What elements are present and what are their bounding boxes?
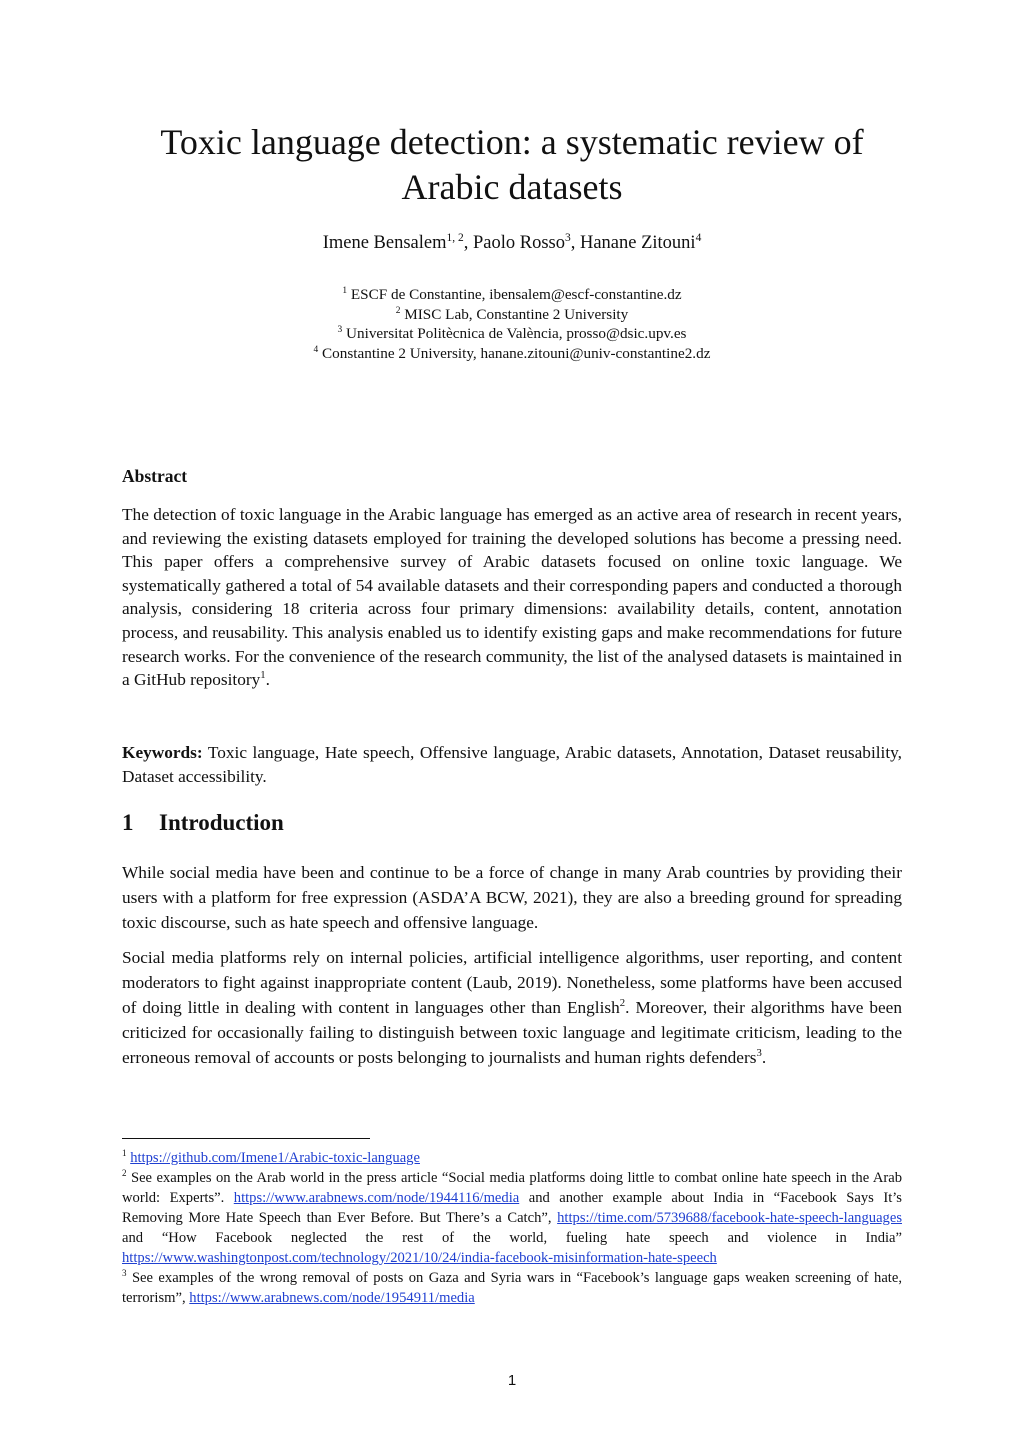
footnote-number: 2 <box>122 1168 127 1179</box>
footnote-number: 1 <box>122 1148 127 1159</box>
footnote-ref[interactable]: 1 <box>260 669 266 682</box>
affiliation-number: 4 <box>313 344 319 355</box>
footnote-link[interactable]: https://github.com/Imene1/Arabic-toxic-language <box>130 1150 420 1166</box>
affiliation <box>122 305 902 325</box>
author-list <box>122 229 902 257</box>
affiliation-number: 1 <box>342 285 348 296</box>
author-separator: , <box>570 233 580 253</box>
affiliation <box>122 324 902 344</box>
affiliation-text: Universitat Politècnica de València, prosso@dsic.upv.es <box>346 325 687 342</box>
paragraph-text: . <box>761 1048 767 1067</box>
author-separator: , <box>463 233 473 253</box>
author-affiliation-sup: 3 <box>564 231 571 244</box>
footnote-link[interactable]: https://www.washingtonpost.com/technology/2021/10/24/india-facebook-misinformation-hate-speech <box>122 1250 717 1266</box>
footnote-number: 3 <box>122 1268 127 1279</box>
title-line-2: Arabic datasets <box>401 167 623 207</box>
author-affiliation-sup: 4 <box>695 231 702 244</box>
footnote-ref[interactable]: 3 <box>756 1047 762 1060</box>
affiliation <box>122 285 902 305</box>
introduction-paragraph: While social media have been and continue to be a force of change in many Arab countries by providing their users with a platform for free expression (ASDA’A BCW, 2021), they are also a breeding ground for spreading toxic discourse, such as hate speech and offensive language. <box>122 863 902 932</box>
keywords-text: Toxic language, Hate speech, Offensive language, Arabic datasets, Annotation, Dataset reusability, Dataset accessibility. <box>122 743 902 786</box>
paragraph-text: Social media platforms rely on internal policies, artificial intelligence algorithms, user reporting, and content moderators to fight against inappropriate content (Laub, 2019). Nonetheless, some platforms have been accused of doing little in dealing with content in languages other than English <box>122 948 902 1017</box>
footnote-text: See examples on the Arab world in the press article “Social media platforms doing little to combat online hate speech in the Arab world: Experts”. <box>122 1170 902 1206</box>
affiliation <box>122 344 902 364</box>
section-number: 1 <box>122 810 134 835</box>
affiliation-text: Constantine 2 University, hanane.zitouni@univ-constantine2.dz <box>322 344 711 362</box>
author-name: Paolo Rosso <box>472 233 565 253</box>
footnote-text: and “How Facebook neglected the rest of the world, fueling hate speech and violence in India” <box>122 1230 902 1246</box>
footnote-link[interactable]: https://www.arabnews.com/node/1954911/media <box>189 1290 475 1306</box>
keywords-label: Keywords: <box>122 743 203 762</box>
author-affiliation-sup: 1, 2 <box>446 231 464 244</box>
affiliation-text: MISC Lab, Constantine 2 University <box>404 305 629 323</box>
footnote <box>122 1268 902 1308</box>
introduction-paragraph <box>122 945 902 1070</box>
footnote-text: See examples of the wrong removal of posts on Gaza and Syria wars in “Facebook’s language gaps weaken screening of hate, terrorism”, <box>122 1270 902 1306</box>
footnote-list <box>122 1148 902 1308</box>
footnote <box>122 1168 902 1268</box>
abstract-heading: Abstract <box>122 466 188 486</box>
author-name: Imene Bensalem <box>322 233 447 253</box>
section-heading-introduction <box>122 810 284 836</box>
author-name: Hanane Zitouni <box>579 233 696 253</box>
affiliation-list <box>122 285 902 363</box>
abstract-end: . <box>265 670 270 690</box>
footnote <box>122 1148 902 1168</box>
section-title: Introduction <box>159 810 284 835</box>
footnote-divider <box>122 1138 370 1139</box>
keywords <box>122 741 902 788</box>
page-number: 1 <box>507 1372 517 1389</box>
affiliation-text: ESCF de Constantine, ibensalem@escf-constantine.dz <box>350 286 682 303</box>
footnote-link[interactable]: https://time.com/5739688/facebook-hate-speech-languages <box>557 1210 902 1226</box>
footnote-text: and another example about India in “Facebook Says It’s Removing More Hate Speech than Ever Before. But There’s a Catch”, <box>122 1190 902 1226</box>
abstract-body <box>122 503 902 692</box>
paper-title <box>122 120 902 210</box>
footnote-ref[interactable]: 2 <box>619 997 626 1010</box>
abstract-text: The detection of toxic language in the Arabic language has emerged as an active area of research in recent years, and reviewing the existing datasets employed for training the developed solutions has become a pressing need. This paper offers a comprehensive survey of Arabic datasets focused on online toxic language. We systematically gathered a total of 54 available datasets and their corresponding papers and conducted a thorough analysis, considering 18 criteria across four primary dimensions: availability details, content, annotation process, and reusability. This analysis enabled us to identify existing gaps and make recommendations for future research works. For the convenience of the research community, the list of the analysed datasets is maintained in a GitHub repository <box>122 505 902 690</box>
affiliation-number: 3 <box>337 324 343 335</box>
paragraph-text: . Moreover, their algorithms have been criticized for occasionally failing to distinguish between toxic language and legitimate criticism, leading to the erroneous removal of accounts or posts belonging to journalists and human rights defenders <box>122 998 902 1067</box>
title-line-1: Toxic language detection: a systematic review of <box>160 122 864 162</box>
affiliation-number: 2 <box>395 305 401 316</box>
footnote-link[interactable]: https://www.arabnews.com/node/1944116/media <box>233 1190 520 1206</box>
